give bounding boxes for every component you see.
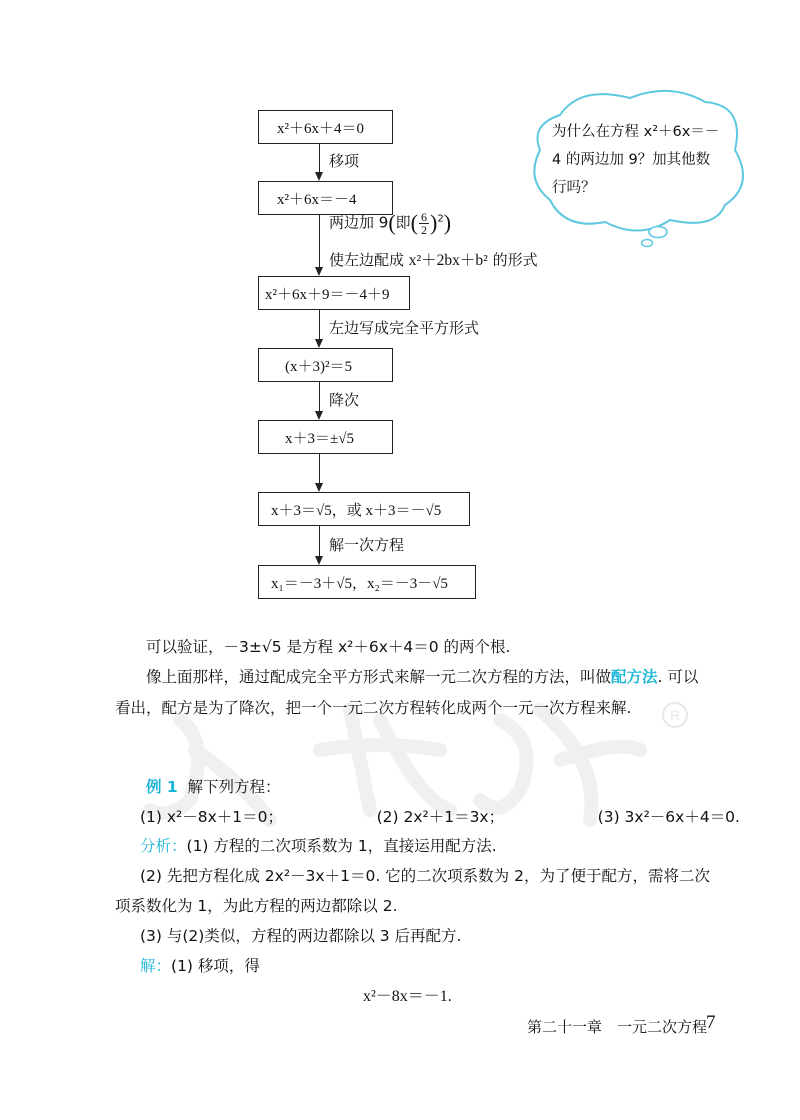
paragraph-verify: 可以验证，－3±√5 是方程 x²＋6x＋4＝0 的两个根. [146, 638, 511, 656]
flow-connector [319, 382, 320, 411]
term-completing-square: 配方法 [611, 668, 658, 686]
svg-text:R: R [669, 707, 681, 723]
analysis-label: 分析： [140, 837, 187, 855]
analysis-2: (2) 先把方程化成 2x²－3x＋1＝0. 它的二次项系数为 2，为了便于配方，需将二次项系数化为 1，为此方程的两边都除以 2. [115, 867, 710, 915]
paragraph-method-definition: 像上面那样，通过配成完全平方形式来解一元二次方程的方法，叫做配方法. 可以看出，配方是为了降次，把一个一元二次方程转化成两个一元一次方程来解. [115, 668, 699, 717]
step-label-solve-linear: 解一次方程 [329, 536, 405, 554]
flow-box-5: x＋3＝±√5 [258, 420, 393, 454]
flow-arrow [315, 267, 323, 276]
flow-connector [319, 310, 320, 339]
solution-1: 解：(1) 移项，得 [140, 957, 260, 975]
example-item-3: (3) 3x²－6x＋4＝0. [597, 808, 740, 826]
flow-connector [319, 215, 320, 267]
flow-arrow [315, 172, 323, 181]
flow-arrow [315, 411, 323, 420]
step-label-move-terms: 移项 [329, 152, 360, 170]
flow-arrow [315, 483, 323, 492]
step-label-square-form: 左边写成完全平方形式 [329, 319, 480, 337]
example-items [140, 802, 740, 832]
step-label-add-nine: 两边加 9(即( $\frac{6}{2}$ )$^2$) [329, 209, 452, 237]
page-number: 7 [706, 1012, 716, 1033]
analysis-3: (3) 与(2)类似，方程的两边都除以 3 后再配方. [140, 927, 462, 945]
cloud-question: 为什么在方程 x²＋6x＝－4 的两边加 9？加其他数行吗？ [552, 124, 720, 196]
step-label-reduce-degree: 降次 [329, 391, 360, 409]
flow-box-2: x²＋6x＝－4 [258, 181, 393, 215]
flow-connector [319, 454, 320, 483]
flow-box-3: x²＋6x＋9＝－4＋9 [258, 276, 410, 310]
flow-box-4: (x＋3)²＝5 [258, 348, 393, 382]
example-label: 例 1 [146, 778, 178, 796]
flow-arrow [315, 339, 323, 348]
example-item-1: (1) x²－8x＋1＝0； [140, 808, 284, 826]
flow-box-1: x²＋6x＋4＝0 [258, 110, 393, 144]
solution-label: 解： [140, 957, 172, 975]
step-label-complete-form: 使左边配成 x²＋2bx＋b² 的形式 [329, 251, 538, 269]
flow-connector [319, 526, 320, 556]
solution-equation: x²－8x＝－1. [363, 988, 452, 1005]
analysis-1: 分析：(1) 方程的二次项系数为 1，直接运用配方法. [140, 837, 497, 855]
example-item-2: (2) 2x²＋1＝3x； [376, 808, 505, 826]
flow-box-6: x＋3＝√5，或 x＋3＝－√5 [258, 492, 470, 526]
example-heading: 例 1 解下列方程： [146, 778, 281, 796]
chapter-footer: 第二十一章 一元二次方程 [527, 1018, 708, 1036]
flow-arrow [315, 556, 323, 565]
flow-box-7: x₁＝－3＋√5，x₂＝－3－√5 [258, 565, 476, 599]
flow-connector [319, 144, 320, 172]
